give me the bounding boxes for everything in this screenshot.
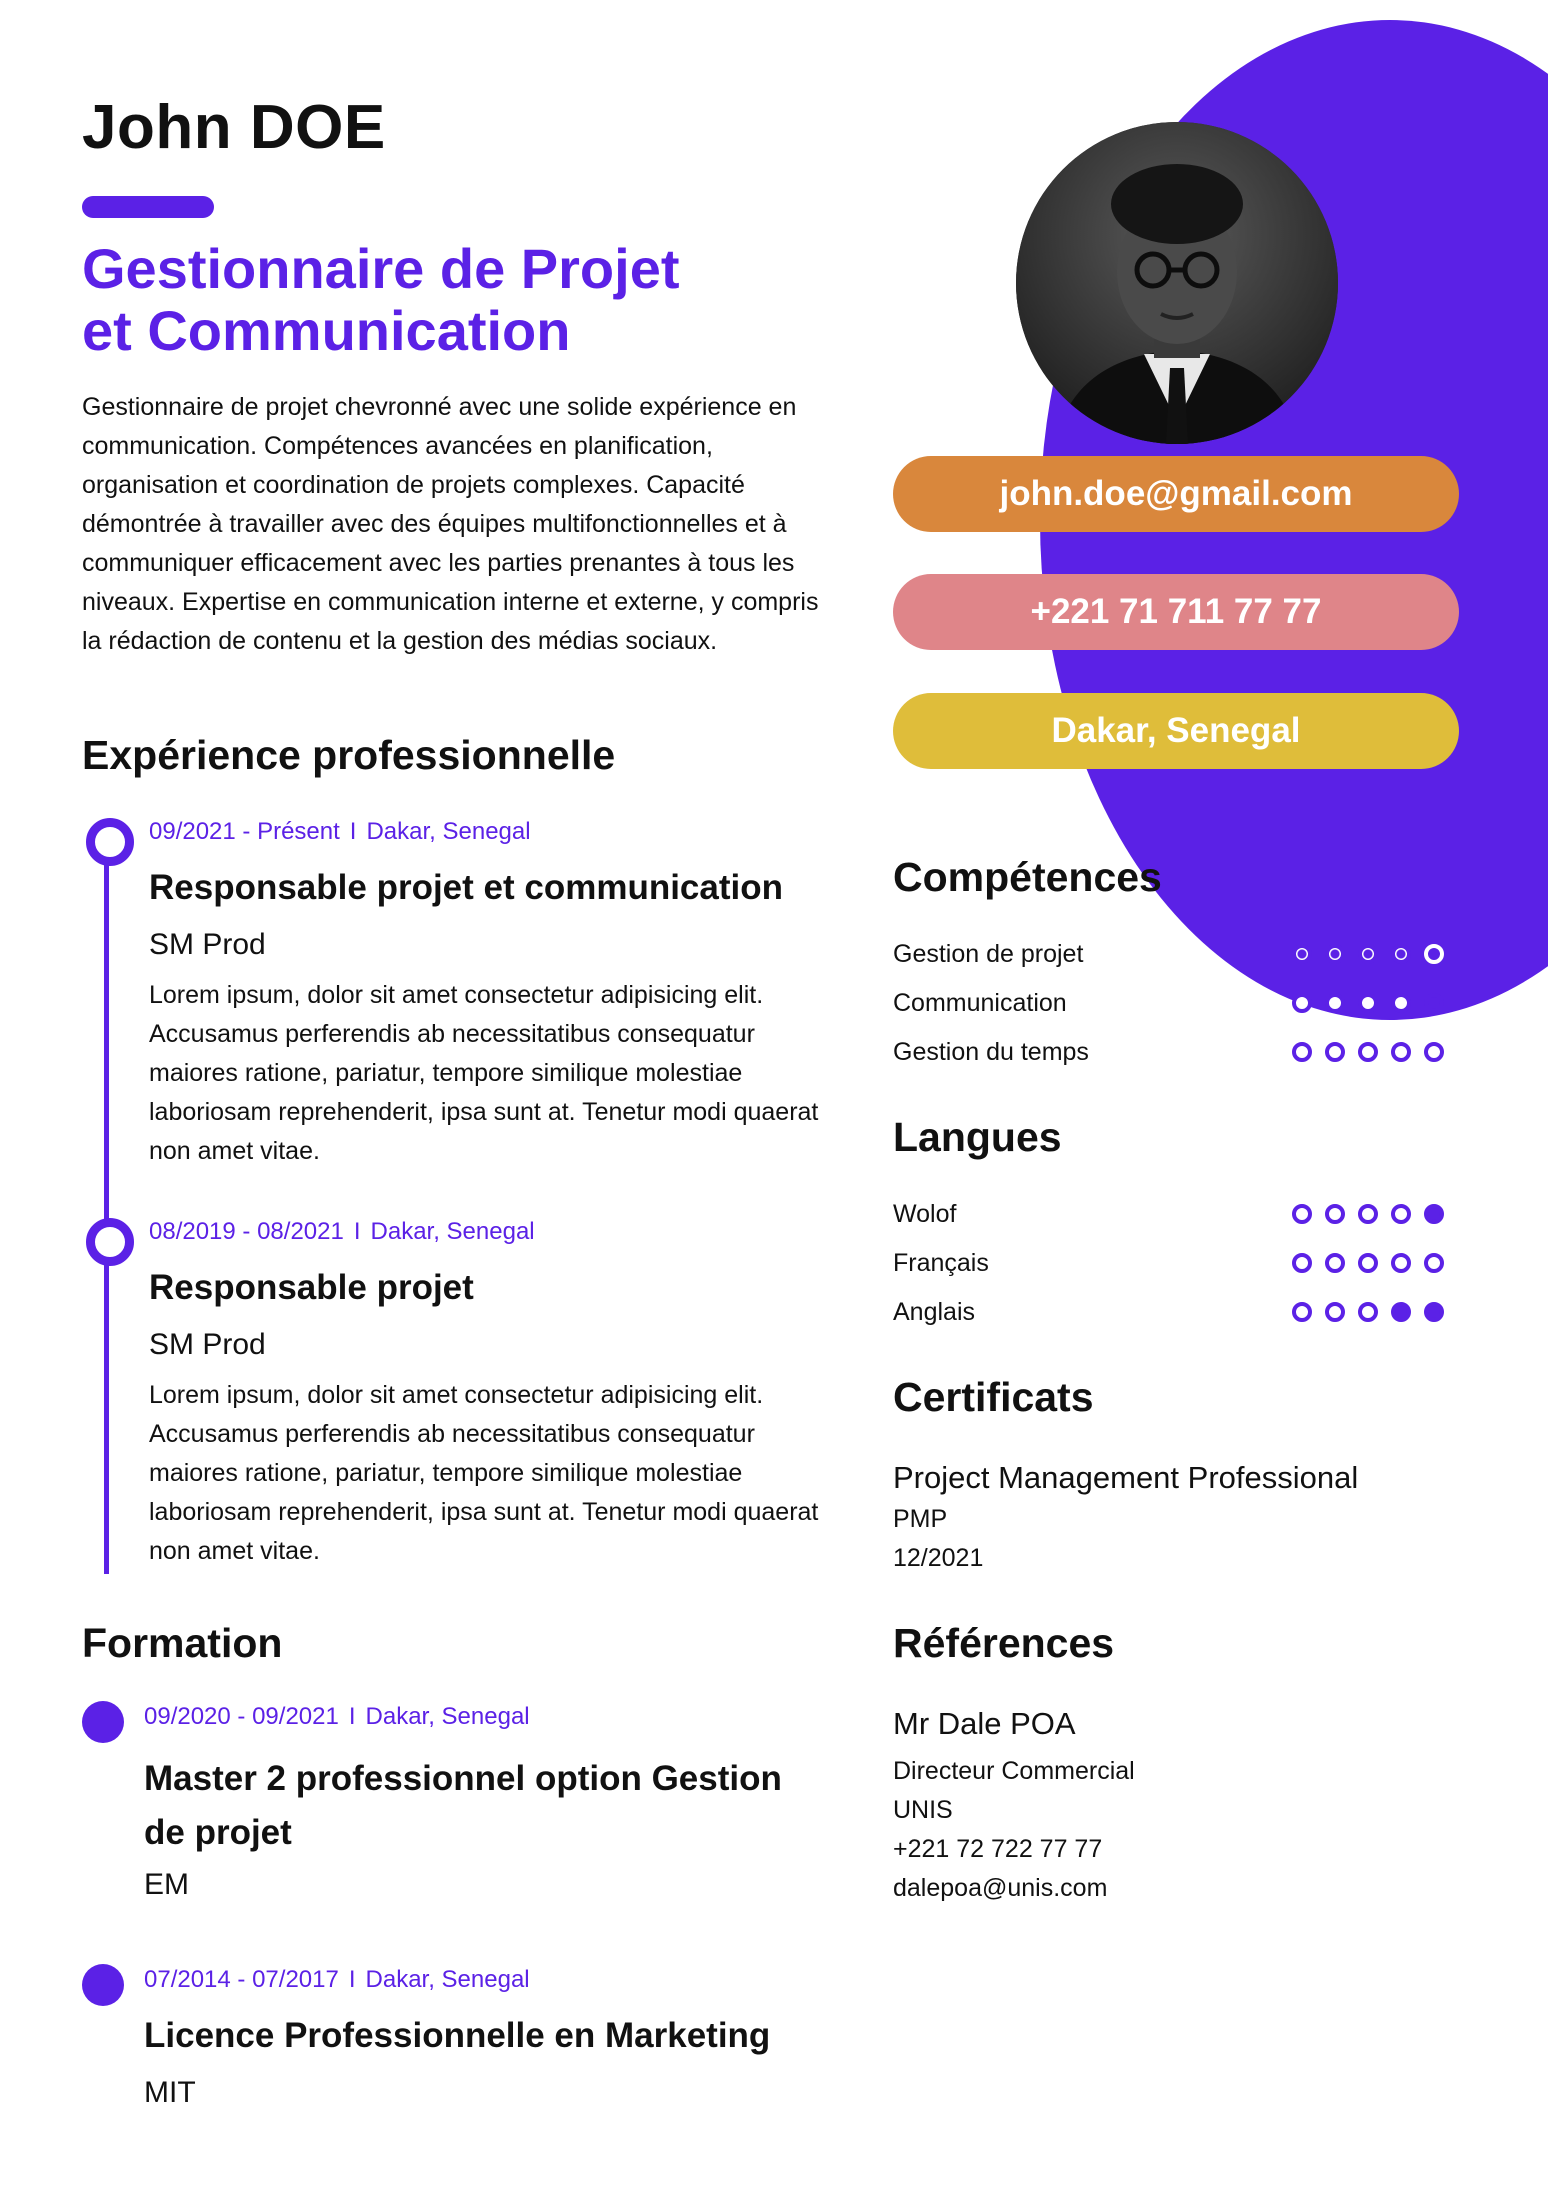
meta-separator: I: [348, 1966, 356, 1993]
reference-company: UNIS: [893, 1796, 953, 1824]
rating-dot: [1358, 993, 1378, 1013]
rating-dot: [1358, 944, 1378, 964]
rating-dot: [1391, 944, 1411, 964]
language-label: Anglais: [893, 1298, 975, 1326]
experience-description: Lorem ipsum, dolor sit amet consectetur adipisicing elit. Accusamus perferendis ab necessitatibus consequatur maiores ratione, pariatur, tempore similique molestiae laboriosam reprehenderit, ipsa sunt at. Tenetur modi quaerat non amet vitae.: [149, 1381, 819, 1565]
skill-rating: [1292, 993, 1444, 1013]
rating-dot: [1358, 1253, 1378, 1273]
rating-dot: [1325, 1302, 1345, 1322]
timeline-marker: [86, 818, 134, 866]
reference-phone: +221 72 722 77 77: [893, 1835, 1103, 1863]
education-degree-line-2: de projet: [144, 1813, 292, 1852]
education-meta: [144, 1966, 530, 1994]
email-text: john.doe@gmail.com: [999, 474, 1353, 513]
education-degree-line-1: Master 2 professionnel option Gestion: [144, 1759, 782, 1798]
language-rating: [1292, 1253, 1444, 1273]
rating-dot: [1325, 1042, 1345, 1062]
meta-separator: I: [348, 1703, 356, 1730]
education-dates: 09/2020 - 09/2021: [144, 1703, 339, 1730]
rating-dot: [1391, 1302, 1411, 1322]
rating-dot: [1292, 1302, 1312, 1322]
language-rating: [1292, 1204, 1444, 1224]
certificates-section-title: Certificats: [893, 1374, 1094, 1420]
education-school: MIT: [144, 2076, 196, 2109]
rating-dot: [1325, 1204, 1345, 1224]
certificate-name: Project Management Professional: [893, 1460, 1359, 1495]
skill-label: Gestion du temps: [893, 1038, 1089, 1066]
education-degree: [144, 1752, 782, 1860]
education-meta: [144, 1703, 530, 1731]
rating-dot: [1424, 1042, 1444, 1062]
education-section-title: Formation: [82, 1620, 283, 1666]
location-pill: [893, 693, 1459, 769]
phone-pill[interactable]: [893, 574, 1459, 650]
experience-description: Lorem ipsum, dolor sit amet consectetur adipisicing elit. Accusamus perferendis ab necessitatibus consequatur maiores ratione, pariatur, tempore similique molestiae laboriosam reprehenderit, ipsa sunt at. Tenetur modi quaerat non amet vitae.: [149, 981, 819, 1165]
certificate-code: PMP: [893, 1505, 948, 1533]
experience-dates: 09/2021 - Présent: [149, 818, 340, 845]
education-location: Dakar, Senegal: [365, 1703, 530, 1730]
rating-dot: [1424, 993, 1444, 1013]
candidate-name: John DOE: [82, 93, 386, 162]
rating-dot: [1424, 1253, 1444, 1273]
rating-dot: [1325, 1253, 1345, 1273]
experience-company: SM Prod: [149, 1328, 266, 1361]
rating-dot: [1325, 944, 1345, 964]
rating-dot: [1325, 993, 1345, 1013]
languages-section-title: Langues: [893, 1114, 1062, 1160]
job-title: [82, 238, 802, 362]
reference-position: Directeur Commercial: [893, 1757, 1135, 1785]
rating-dot: [1424, 1204, 1444, 1224]
skill-label: Gestion de projet: [893, 940, 1084, 968]
skill-label: Communication: [893, 989, 1067, 1017]
rating-dot: [1391, 1253, 1411, 1273]
rating-dot: [1391, 1204, 1411, 1224]
rating-dot: [1358, 1302, 1378, 1322]
meta-separator: I: [353, 1218, 361, 1245]
language-rating: [1292, 1302, 1444, 1322]
experience-location: Dakar, Senegal: [370, 1218, 535, 1245]
education-dates: 07/2014 - 07/2017: [144, 1966, 339, 1993]
rating-dot: [1292, 1253, 1312, 1273]
timeline-marker: [86, 1218, 134, 1266]
skill-rating: [1292, 1042, 1444, 1062]
experience-company: SM Prod: [149, 928, 266, 961]
location-text: Dakar, Senegal: [1051, 711, 1301, 750]
rating-dot: [1292, 1204, 1312, 1224]
experience-meta: [149, 818, 531, 846]
job-title-line-1: Gestionnaire de Projet: [82, 237, 680, 300]
accent-bar: [82, 196, 214, 218]
experience-role: Responsable projet et communication: [149, 868, 783, 907]
experience-location: Dakar, Senegal: [366, 818, 531, 845]
language-label: Wolof: [893, 1200, 957, 1228]
education-marker: [82, 1701, 124, 1743]
rating-dot: [1292, 1042, 1312, 1062]
language-label: Français: [893, 1249, 989, 1277]
rating-dot: [1424, 1302, 1444, 1322]
phone-text: +221 71 711 77 77: [1030, 592, 1322, 631]
rating-dot: [1358, 1204, 1378, 1224]
experience-dates: 08/2019 - 08/2021: [149, 1218, 344, 1245]
skill-rating: [1292, 944, 1444, 964]
experience-meta: [149, 1218, 535, 1246]
experience-role: Responsable projet: [149, 1268, 474, 1307]
job-title-line-2: et Communication: [82, 299, 571, 362]
rating-dot: [1358, 1042, 1378, 1062]
skills-section-title: Compétences: [893, 854, 1162, 900]
rating-dot: [1292, 944, 1312, 964]
education-location: Dakar, Senegal: [365, 1966, 530, 1993]
rating-dot: [1391, 993, 1411, 1013]
rating-dot: [1391, 1042, 1411, 1062]
profile-summary: Gestionnaire de projet chevronné avec une solide expérience en communication. Compétences avancées en planification, organisation et coordination de projets complexes. Capacité démontrée à travailler avec des équipes multifonctionnelles et à communiquer efficacement avec les parties prenantes à tous les niveaux. Expertise en communication interne et externe, y compris la rédaction de contenu et la gestion des médias sociaux.: [82, 393, 819, 655]
rating-dot: [1292, 993, 1312, 1013]
experience-section-title: Expérience professionnelle: [82, 732, 616, 778]
timeline-line: [104, 842, 109, 1574]
reference-email[interactable]: dalepoa@unis.com: [893, 1874, 1108, 1902]
profile-photo: [1016, 122, 1338, 444]
certificate-date: 12/2021: [893, 1544, 984, 1572]
rating-dot: [1424, 944, 1444, 964]
references-section-title: Références: [893, 1620, 1115, 1666]
education-degree: Licence Professionnelle en Marketing: [144, 2016, 771, 2055]
meta-separator: I: [349, 818, 357, 845]
education-marker: [82, 1964, 124, 2006]
reference-name: Mr Dale POA: [893, 1706, 1076, 1741]
email-pill[interactable]: [893, 456, 1459, 532]
education-school: EM: [144, 1868, 189, 1901]
